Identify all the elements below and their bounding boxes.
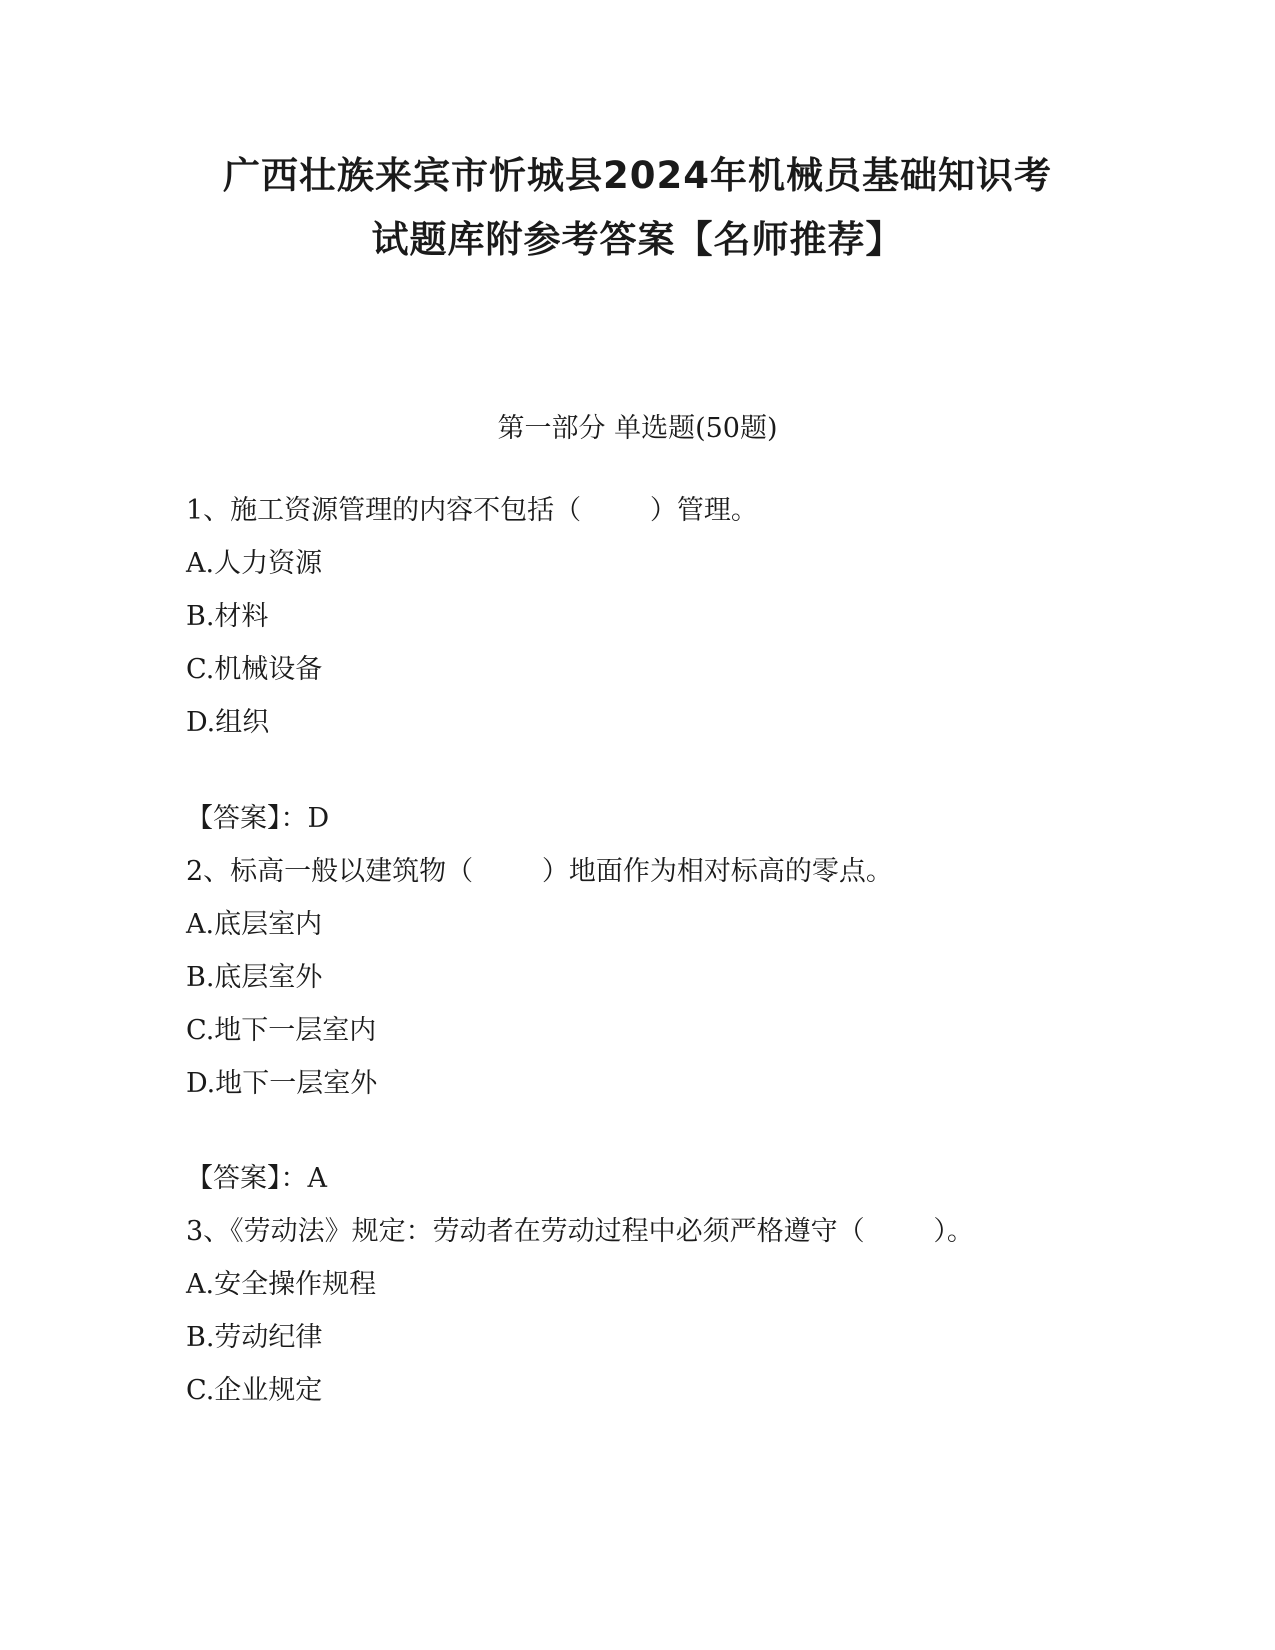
question-1-option-a: A.人力资源	[186, 548, 323, 579]
question-1-answer: 【答案】：D	[186, 803, 330, 834]
document-title-line-2: 试题库附参考答案【名师推荐】	[371, 218, 904, 261]
question-3-option-c: C.企业规定	[186, 1375, 323, 1406]
question-1-stem: 1、施工资源管理的内容不包括（ ）管理。	[186, 495, 758, 526]
question-3-option-b: B.劳动纪律	[186, 1322, 323, 1353]
question-2-option-d: D.地下一层室外	[186, 1068, 378, 1099]
question-2-option-c: C.地下一层室内	[186, 1015, 377, 1046]
question-1-option-d: D.组织	[186, 707, 270, 738]
question-2-stem: 2、标高一般以建筑物（ ）地面作为相对标高的零点。	[186, 856, 893, 887]
question-2-option-b: B.底层室外	[186, 962, 323, 993]
question-3-stem: 3、《劳动法》规定：劳动者在劳动过程中必须严格遵守（ ）。	[186, 1216, 974, 1247]
document-title-line-1: 广西壮族来宾市忻城县2024年机械员基础知识考	[223, 154, 1052, 197]
question-1-option-c: C.机械设备	[186, 654, 323, 685]
question-2-option-a: A.底层室内	[186, 909, 323, 940]
question-1-option-b: B.材料	[186, 601, 269, 632]
section-heading: 第一部分 单选题(50题)	[497, 413, 778, 444]
question-2-answer: 【答案】：A	[186, 1163, 327, 1194]
question-3-option-a: A.安全操作规程	[186, 1269, 377, 1300]
